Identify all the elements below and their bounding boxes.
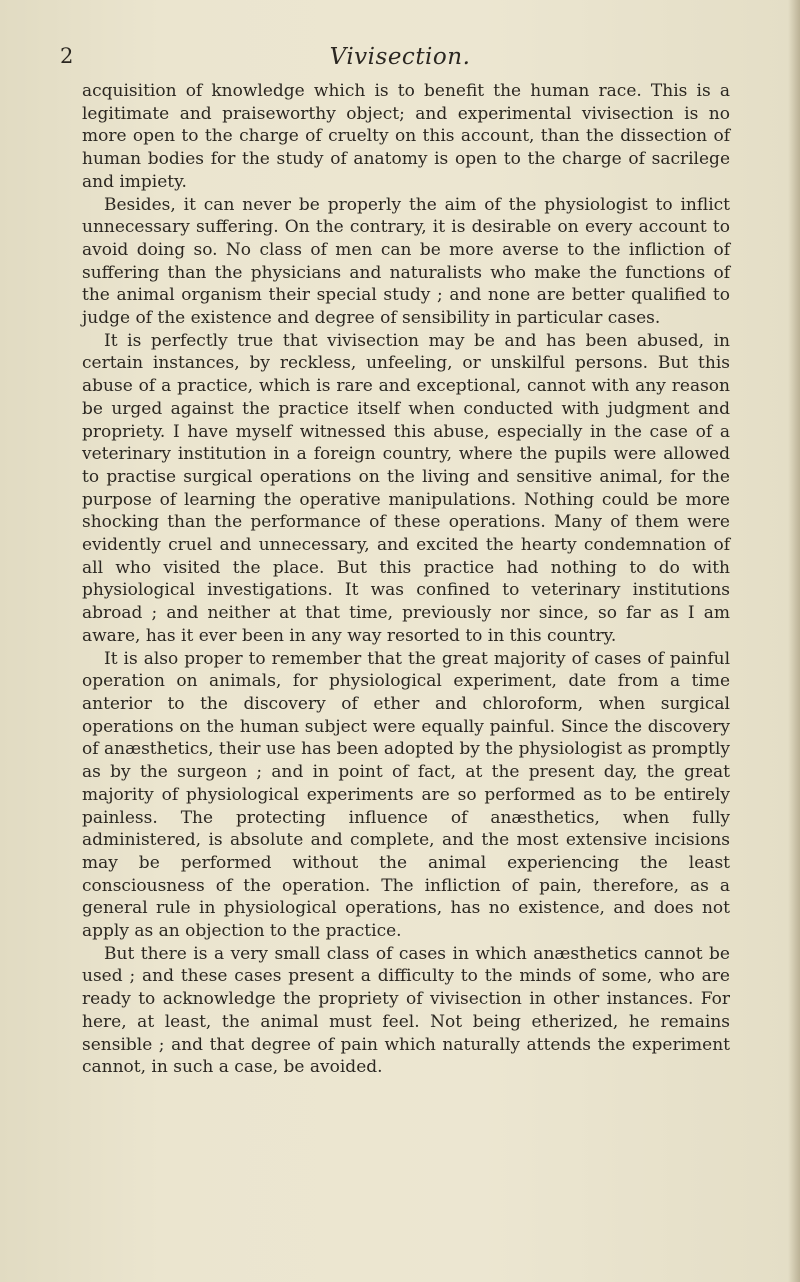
paragraph-5: But there is a very small class of cases in which anæsthetics cannot be used ; and these cases present a difficulty to the minds of some, who are ready to acknowledge the propriety of vivisection in other instances. For here, at least, the animal must feel. Not being etherized, he remains sensible ; and that degree of pain which naturally attends the experiment cannot, in such a case, be avoided.: [82, 943, 730, 1078]
paragraph-2: Besides, it can never be properly the aim of the physiologist to inflict unnecessary suffering. On the contrary, it is desirable on every account to avoid doing so. No class of men can be more averse to the infliction of suffering than the physicians and naturalists who make the functions of the animal organism their special study ; and none are better qualified to judge of the existence and degree of sensibility in particular cases.: [82, 194, 730, 329]
paragraph-1: acquisition of knowledge which is to benefit the human race. This is a legitimate and praiseworthy object; and experimental vivisection is no more open to the charge of cruelty on this account, than the dissection of human bodies for the study of anatomy is open to the charge of sacrilege and impiety.: [82, 81, 730, 192]
paragraph-4: It is also proper to remember that the great majority of cases of painful operation on animals, for physiological experiment, date from a time anterior to the discovery of ether and chloroform, when surgical operations on the human subject were equally painful. Since the discovery of anæsthetics, their use has been adopted by the physiologist as promptly as by the surgeon ; and in point of fact, at the present day, the great majority of physiological experiments are so performed as to be entirely painless. The protecting influence of anæsthetics, when fully administered, is absolute and complete, and the most extensive incisions may be performed without the animal experiencing the least consciousness of the operation. The infliction of pain, therefore, as a general rule in physiological operations, has no existence, and does not apply as an objection to the practice.: [82, 648, 730, 942]
body-text: [82, 80, 730, 1079]
running-title: Vivisection.: [329, 44, 471, 70]
paragraph-3: It is perfectly true that vivisection may be and has been abused, in certain instances, by reckless, unfeeling, or unskilful persons. But this abuse of a practice, which is rare and exceptional, cannot with any reason be urged against the practice itself when conducted with judgment and propriety. I have myself witnessed this abuse, especially in the case of a veterinary institution in a foreign country, where the pupils were allowed to practise surgical operations on the living and sensitive animal, for the purpose of learning the operative manipulations. Nothing could be more shocking than the performance of these operations. Many of them were evidently cruel and unnecessary, and excited the hearty condemnation of all who visited the place. But this practice had nothing to do with physiological investigations. It was confined to veterinary institutions abroad ; and neither at that time, previously nor since, so far as I am aware, has it ever been in any way resorted to in this country.: [82, 330, 730, 646]
page-header: [60, 44, 740, 74]
page-edge-shadow: [788, 0, 800, 1282]
page-number: 2: [60, 44, 74, 68]
